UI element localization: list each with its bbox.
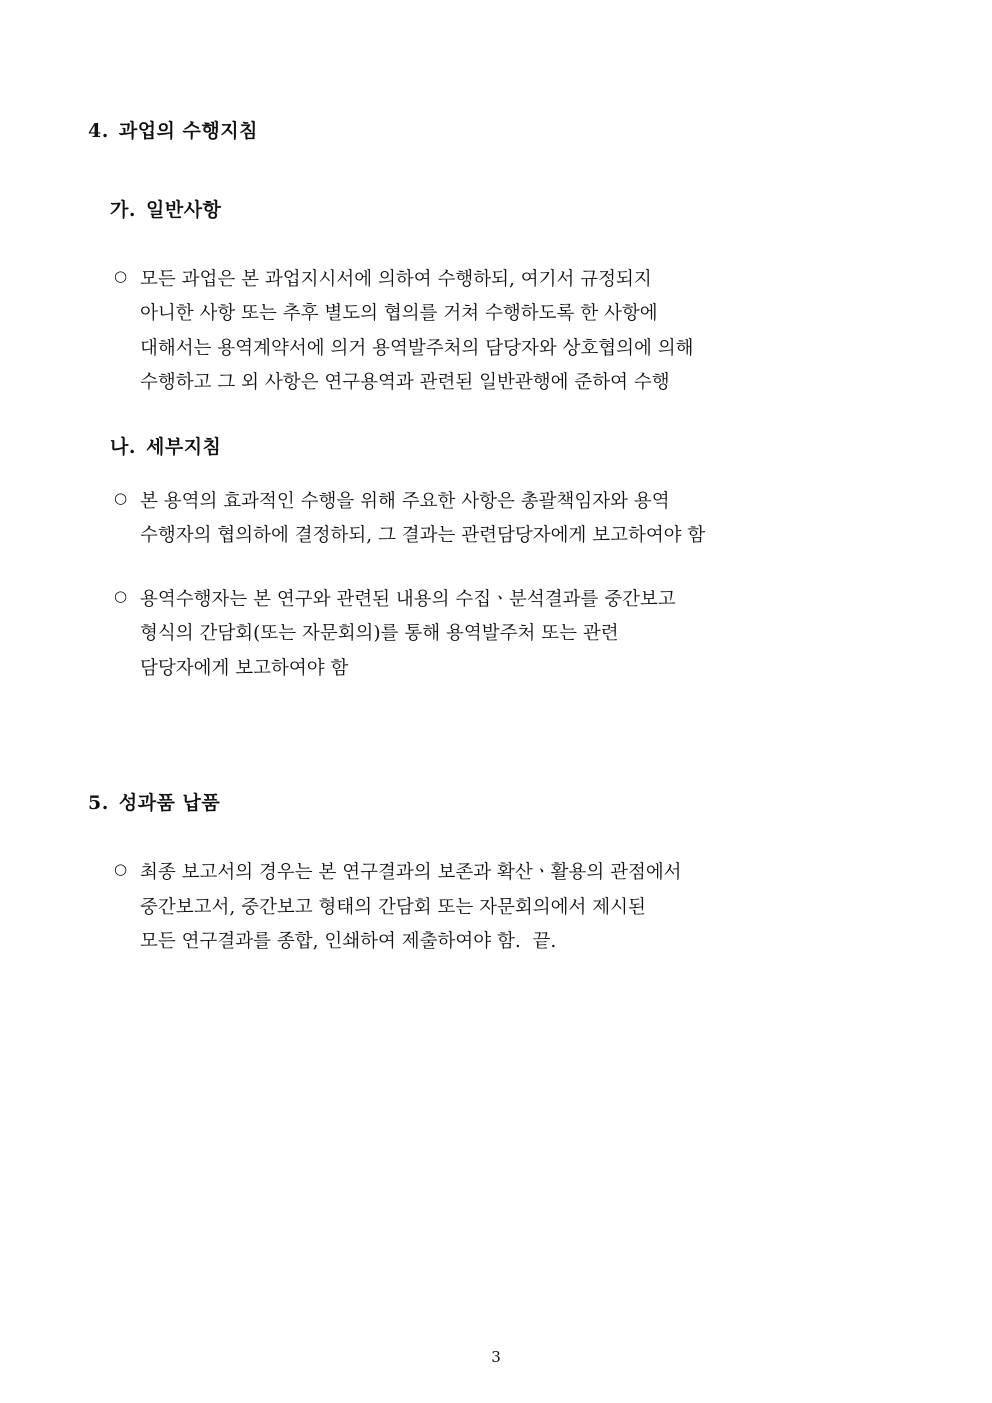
section-title-4: 과업의 수행지침	[118, 120, 258, 142]
section-heading-5	[88, 790, 908, 817]
bullet-item	[88, 263, 908, 400]
bullet-marker: ○	[114, 267, 128, 286]
bullet-line: 대해서는 용역계약서에 의거 용역발주처의 담당자와 상호협의에 의해	[140, 337, 694, 359]
spacer	[88, 461, 908, 485]
subsection-title-4a: 일반사항	[145, 198, 222, 221]
spacer	[88, 400, 908, 434]
section-number-5: 5.	[88, 791, 109, 814]
bullet-line: 용역수행자는 본 연구와 관련된 내용의 수집ㆍ분석결과를 중간보고	[140, 589, 676, 611]
spacer	[88, 816, 908, 856]
bullet-marker: ○	[114, 587, 128, 606]
subsection-number-4b: 나.	[110, 436, 136, 459]
bullet-line: 최종 보고서의 경우는 본 연구결과의 보존과 확산ㆍ활용의 관점에서	[140, 862, 682, 884]
bullet-item	[88, 856, 908, 959]
section-number-4: 4.	[88, 120, 109, 142]
bullet-line: 담당자에게 보고하여야 함	[140, 657, 349, 679]
page-number: 3	[491, 1348, 501, 1366]
subsection-title-4b: 세부지침	[145, 436, 222, 459]
bullet-line: 본 용역의 효과적인 수행을 위해 주요한 사항은 총괄책임자와 용역	[140, 490, 670, 512]
section-heading-4	[88, 118, 908, 145]
bullet-line: 중간보고서, 중간보고 형태의 간담회 또는 자문회의에서 제시된	[140, 896, 646, 918]
spacer	[88, 553, 908, 583]
bullet-item	[88, 583, 908, 686]
spacer	[88, 145, 908, 197]
spacer	[88, 686, 908, 750]
section-title-5: 성과품 납품	[118, 791, 221, 814]
bullet-line: 모든 연구결과를 종합, 인쇄하여 제출하여야 함. 끝.	[140, 930, 557, 952]
bullet-text	[140, 856, 908, 959]
spacer	[88, 223, 908, 263]
subsection-heading-4a	[88, 197, 908, 224]
subsection-heading-4b	[88, 434, 908, 461]
spacer	[88, 750, 908, 790]
page-content	[88, 118, 908, 959]
subsection-number-4a: 가.	[110, 198, 136, 221]
bullet-line: 모든 과업은 본 과업지시서에 의하여 수행하되, 여기서 규정되지	[140, 269, 652, 291]
bullet-line: 수행자의 협의하에 결정하되, 그 결과는 관련담당자에게 보고하여야 함	[140, 524, 706, 546]
bullet-line: 아니한 사항 또는 추후 별도의 협의를 거쳐 수행하도록 한 사항에	[140, 303, 658, 325]
bullet-text	[140, 263, 908, 400]
bullet-marker: ○	[114, 488, 128, 507]
bullet-item	[88, 485, 908, 553]
bullet-line: 수행하고 그 외 사항은 연구용역과 관련된 일반관행에 준하여 수행	[140, 371, 670, 393]
bullet-text	[140, 583, 908, 686]
bullet-marker: ○	[114, 860, 128, 879]
bullet-text	[140, 485, 908, 553]
bullet-line: 형식의 간담회(또는 자문회의)를 통해 용역발주처 또는 관련	[140, 623, 619, 645]
